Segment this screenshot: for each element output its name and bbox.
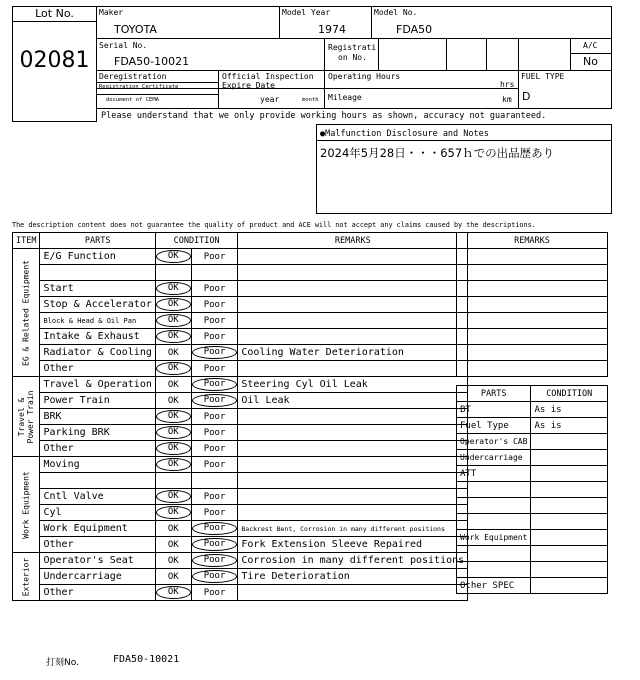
- table-row: [13, 553, 468, 569]
- poor-mark: Poor: [203, 299, 226, 310]
- remark-cell: [238, 409, 468, 425]
- hrs-label: hrs: [500, 80, 515, 89]
- parts-row-label: [457, 498, 531, 514]
- parts-row: [457, 514, 608, 530]
- ok-cell: [155, 521, 191, 537]
- poor-mark: Poor: [203, 331, 226, 342]
- ok-mark: OK: [156, 586, 191, 599]
- poor-cell: [191, 345, 238, 361]
- ok-cell: [155, 585, 191, 601]
- part-cell: Stop & Accelerator: [40, 297, 155, 313]
- parts-row-condition: [531, 578, 608, 594]
- part-cell: Block & Head & Oil Pan: [40, 313, 155, 329]
- ok-mark: OK: [156, 442, 191, 455]
- table-header-row: [13, 233, 468, 249]
- ok-mark: OK: [167, 379, 179, 390]
- table-row: [13, 569, 468, 585]
- model-no-label: Model No.: [374, 8, 418, 17]
- parts-row-condition: [531, 546, 608, 562]
- ok-cell: [155, 313, 191, 329]
- header-divider: [570, 53, 612, 54]
- km-label: km: [502, 95, 512, 104]
- poor-cell: [191, 441, 238, 457]
- header-divider: [378, 38, 379, 70]
- ac-label: A/C: [583, 41, 598, 50]
- part-cell: [40, 473, 155, 489]
- item-group-label: EG & Related Equipment: [21, 259, 31, 366]
- parts-row-label: Undercarriage: [457, 450, 531, 466]
- condition-col-header: CONDITION: [531, 386, 608, 402]
- ok-cell: [155, 265, 191, 281]
- poor-cell: [191, 297, 238, 313]
- parts-row-condition: As is: [531, 418, 608, 434]
- malfunction-title: ●Malfunction Disclosure and Notes: [320, 129, 489, 139]
- poor-mark: Poor: [203, 491, 226, 502]
- header-divider: [518, 38, 519, 109]
- ok-cell: [155, 473, 191, 489]
- fuel-type-label: FUEL TYPE: [521, 72, 565, 81]
- parts-row-label: [457, 482, 531, 498]
- ok-mark: OK: [156, 490, 191, 503]
- parts-row-label: BT: [457, 402, 531, 418]
- poor-cell: [191, 409, 238, 425]
- item-group-label: Travel & Power Train: [17, 390, 36, 443]
- serial-value: FDA50-10021: [114, 55, 190, 68]
- header-divider: [371, 6, 372, 38]
- parts-row-condition: [531, 562, 608, 578]
- ac-value: No: [583, 55, 598, 68]
- poor-mark: Poor: [203, 427, 226, 438]
- disclaimer: The description content does not guarantee the quality of product and ACE will not accept any claims caused by the descriptions.: [12, 221, 536, 229]
- ok-cell: [155, 569, 191, 585]
- item-group-cell: [13, 457, 40, 553]
- cema-document-label: document of CEMA: [106, 97, 159, 103]
- hours-notice: Please understand that we only provide working hours as shown, accuracy not guaranteed.: [101, 111, 547, 121]
- table-row: [13, 505, 468, 521]
- part-cell: Intake & Exhaust: [40, 329, 155, 345]
- right-remarks-row: [457, 329, 608, 345]
- inspection-label: Official Inspection: [222, 72, 314, 81]
- right-remarks-row: [457, 313, 608, 329]
- header-divider: [96, 70, 612, 71]
- right-remarks-row: [457, 361, 608, 377]
- table-row: [13, 297, 468, 313]
- part-cell: Operator's Seat: [40, 553, 155, 569]
- ok-mark: OK: [156, 250, 191, 263]
- part-cell: Other: [40, 441, 155, 457]
- parts-row-label: ATT: [457, 466, 531, 482]
- deregistration-label: Deregistration: [99, 72, 167, 81]
- parts-row-label: Fuel Type: [457, 418, 531, 434]
- item-group-cell: [13, 553, 40, 601]
- ok-cell: [155, 297, 191, 313]
- item-group-label: Exterior: [21, 557, 31, 596]
- poor-cell: [191, 393, 238, 409]
- parts-col-header: PARTS: [457, 386, 531, 402]
- ok-mark: OK: [156, 298, 191, 311]
- right-remarks-row: [457, 249, 608, 265]
- poor-mark: Poor: [192, 346, 238, 359]
- maker-value: TOYOTA: [114, 23, 157, 36]
- remark-cell: [238, 457, 468, 473]
- poor-mark: Poor: [203, 459, 226, 470]
- remark-cell: [238, 313, 468, 329]
- ok-cell: [155, 489, 191, 505]
- part-cell: Cyl: [40, 505, 155, 521]
- part-cell: BRK: [40, 409, 155, 425]
- parts-header: PARTS: [40, 233, 155, 249]
- part-cell: Other: [40, 537, 155, 553]
- poor-cell: [191, 457, 238, 473]
- ok-mark: OK: [167, 523, 179, 534]
- remark-cell: [238, 585, 468, 601]
- remark-cell: Corrosion in many different positions: [238, 553, 468, 569]
- header-divider: [96, 94, 218, 95]
- poor-mark: Poor: [192, 394, 238, 407]
- right-remarks-row: [457, 345, 608, 361]
- parts-row: [457, 498, 608, 514]
- part-cell: Moving: [40, 457, 155, 473]
- poor-mark: Poor: [203, 363, 226, 374]
- month-label: month: [302, 97, 319, 103]
- poor-mark: Poor: [192, 538, 238, 551]
- lot-number: 02081: [19, 48, 90, 73]
- poor-cell: [191, 265, 238, 281]
- ok-cell: [155, 345, 191, 361]
- parts-row: [457, 482, 608, 498]
- ok-cell: [155, 361, 191, 377]
- parts-row-label: Other SPEC: [457, 578, 531, 594]
- table-row: [13, 281, 468, 297]
- table-row: [13, 409, 468, 425]
- serial-label: Serial No.: [99, 41, 148, 50]
- right-remarks-row: [457, 265, 608, 281]
- table-row: [13, 377, 468, 393]
- parts-row-condition: [531, 450, 608, 466]
- year-label: year: [260, 95, 280, 104]
- parts-condition-table: [456, 385, 608, 594]
- remark-cell: [238, 361, 468, 377]
- ok-cell: [155, 393, 191, 409]
- ok-mark: OK: [156, 506, 191, 519]
- ok-cell: [155, 425, 191, 441]
- fuel-type-value: D: [522, 90, 531, 103]
- right-remarks-header: REMARKS: [457, 233, 608, 249]
- poor-cell: [191, 569, 238, 585]
- table-row: [13, 585, 468, 601]
- parts-row-condition: [531, 466, 608, 482]
- part-cell: Undercarriage: [40, 569, 155, 585]
- table-row: [13, 361, 468, 377]
- part-cell: Radiator & Cooling: [40, 345, 155, 361]
- ok-mark: OK: [167, 347, 179, 358]
- table-row: [13, 537, 468, 553]
- poor-cell: [191, 473, 238, 489]
- poor-cell: [191, 377, 238, 393]
- parts-row: [457, 578, 608, 594]
- parts-row: [457, 450, 608, 466]
- registration-label: Registrati: [328, 43, 377, 52]
- header-divider: [279, 6, 280, 38]
- parts-row-label: Work Equipment: [457, 530, 531, 546]
- model-no-value: FDA50: [396, 23, 433, 36]
- malfunction-divider: [316, 140, 612, 141]
- part-cell: Start: [40, 281, 155, 297]
- ok-mark: OK: [156, 458, 191, 471]
- ok-mark: OK: [167, 539, 179, 550]
- header-divider: [324, 38, 325, 109]
- parts-row-label: [457, 546, 531, 562]
- parts-row: [457, 418, 608, 434]
- remark-cell: [238, 489, 468, 505]
- part-cell: Travel & Operation: [40, 377, 155, 393]
- remark-cell: [238, 505, 468, 521]
- ok-cell: [155, 505, 191, 521]
- parts-row-label: [457, 562, 531, 578]
- poor-cell: [191, 329, 238, 345]
- parts-row-condition: [531, 482, 608, 498]
- poor-mark: Poor: [203, 315, 226, 326]
- registration-label-2: on No.: [338, 53, 367, 62]
- part-cell: [40, 265, 155, 281]
- remark-cell: Cooling Water Deterioration: [238, 345, 468, 361]
- poor-cell: [191, 585, 238, 601]
- condition-header: CONDITION: [155, 233, 238, 249]
- header-divider: [446, 38, 447, 70]
- parts-row-label: [457, 514, 531, 530]
- remark-cell: [238, 473, 468, 489]
- stamp-number-label: 打刻No.: [46, 658, 79, 668]
- ok-cell: [155, 537, 191, 553]
- poor-cell: [191, 425, 238, 441]
- mileage-label: Mileage: [328, 93, 362, 102]
- poor-cell: [191, 505, 238, 521]
- table-row: [13, 393, 468, 409]
- poor-mark: Poor: [192, 570, 238, 583]
- ok-mark: OK: [167, 571, 179, 582]
- remark-cell: [238, 329, 468, 345]
- part-cell: Power Train: [40, 393, 155, 409]
- model-year-label: Model Year: [282, 8, 331, 17]
- poor-cell: [191, 249, 238, 265]
- table-row: [13, 249, 468, 265]
- ok-cell: [155, 409, 191, 425]
- header-divider: [96, 38, 612, 39]
- poor-mark: Poor: [192, 554, 238, 567]
- poor-mark: Poor: [203, 587, 226, 598]
- registration-certificate-label: Registration Certificate: [99, 84, 179, 90]
- table-row: [13, 345, 468, 361]
- poor-cell: [191, 313, 238, 329]
- remark-cell: Tire Deterioration: [238, 569, 468, 585]
- ok-cell: [155, 377, 191, 393]
- header-divider: [218, 70, 219, 109]
- parts-row-label: Operator's CAB: [457, 434, 531, 450]
- right-remarks-row: [457, 281, 608, 297]
- lot-label: Lot No.: [35, 7, 74, 20]
- remark-cell: [238, 249, 468, 265]
- malfunction-text: 2024年5月28日・・・657ｈでの出品歴あり: [320, 146, 555, 160]
- table-row: [13, 329, 468, 345]
- parts-row: [457, 562, 608, 578]
- right-remarks-row: [457, 297, 608, 313]
- maker-label: Maker: [99, 8, 124, 17]
- table-row: [13, 313, 468, 329]
- ok-cell: [155, 553, 191, 569]
- parts-row: [457, 466, 608, 482]
- ok-mark: OK: [156, 410, 191, 423]
- table-row: [13, 441, 468, 457]
- ok-cell: [155, 441, 191, 457]
- parts-row-condition: [531, 434, 608, 450]
- stamp-number-value: FDA50-10021: [113, 654, 180, 665]
- poor-mark: Poor: [203, 251, 226, 262]
- item-group-cell: [13, 377, 40, 457]
- table-row: [13, 265, 468, 281]
- remark-cell: Oil Leak: [238, 393, 468, 409]
- part-cell: E/G Function: [40, 249, 155, 265]
- ok-mark: OK: [167, 395, 179, 406]
- poor-cell: [191, 489, 238, 505]
- ok-cell: [155, 249, 191, 265]
- parts-row: [457, 434, 608, 450]
- right-remarks-table: [456, 232, 608, 377]
- remark-cell: [238, 297, 468, 313]
- item-header: ITEM: [13, 233, 40, 249]
- item-group-label: Work Equipment: [21, 470, 31, 539]
- table-row: [13, 473, 468, 489]
- poor-mark: Poor: [203, 411, 226, 422]
- header-divider: [570, 38, 571, 70]
- remarks-header: REMARKS: [238, 233, 468, 249]
- ok-cell: [155, 281, 191, 297]
- poor-mark: Poor: [203, 507, 226, 518]
- ok-mark: OK: [156, 282, 191, 295]
- condition-table: [12, 232, 468, 601]
- ok-mark: OK: [167, 555, 179, 566]
- poor-mark: Poor: [203, 443, 226, 454]
- header-divider: [486, 38, 487, 70]
- parts-row-condition: [531, 498, 608, 514]
- ok-cell: [155, 457, 191, 473]
- poor-cell: [191, 361, 238, 377]
- parts-row-condition: [531, 530, 608, 546]
- ok-mark: OK: [156, 330, 191, 343]
- parts-row-condition: [531, 514, 608, 530]
- ok-cell: [155, 329, 191, 345]
- part-cell: Cntl Valve: [40, 489, 155, 505]
- inspection-label-2: Expire Date: [222, 81, 275, 90]
- operating-hours-label: Operating Hours: [328, 72, 401, 81]
- header-divider: [324, 88, 518, 89]
- part-cell: Work Equipment: [40, 521, 155, 537]
- ok-mark: OK: [156, 362, 191, 375]
- poor-cell: [191, 553, 238, 569]
- table-row: [13, 425, 468, 441]
- remark-cell: [238, 425, 468, 441]
- remark-cell: [238, 265, 468, 281]
- poor-mark: Poor: [203, 283, 226, 294]
- part-cell: Other: [40, 361, 155, 377]
- parts-row: [457, 402, 608, 418]
- parts-row: [457, 530, 608, 546]
- poor-cell: [191, 281, 238, 297]
- remark-cell: Backrest Bent, Corrosion in many different positions: [238, 521, 468, 537]
- remark-cell: [238, 441, 468, 457]
- item-group-cell: [13, 249, 40, 377]
- remark-cell: Steering Cyl Oil Leak: [238, 377, 468, 393]
- table-row: [13, 457, 468, 473]
- parts-row-condition: As is: [531, 402, 608, 418]
- table-row: [13, 521, 468, 537]
- remark-cell: Fork Extension Sleeve Repaired: [238, 537, 468, 553]
- model-year-value: 1974: [318, 23, 346, 36]
- poor-cell: [191, 521, 238, 537]
- ok-mark: OK: [156, 314, 191, 327]
- part-cell: Parking BRK: [40, 425, 155, 441]
- poor-cell: [191, 537, 238, 553]
- table-row: [13, 489, 468, 505]
- poor-mark: Poor: [192, 522, 238, 535]
- parts-row: [457, 546, 608, 562]
- poor-mark: Poor: [192, 378, 238, 391]
- part-cell: Other: [40, 585, 155, 601]
- remark-cell: [238, 281, 468, 297]
- header-divider: [96, 82, 218, 83]
- ok-mark: OK: [156, 426, 191, 439]
